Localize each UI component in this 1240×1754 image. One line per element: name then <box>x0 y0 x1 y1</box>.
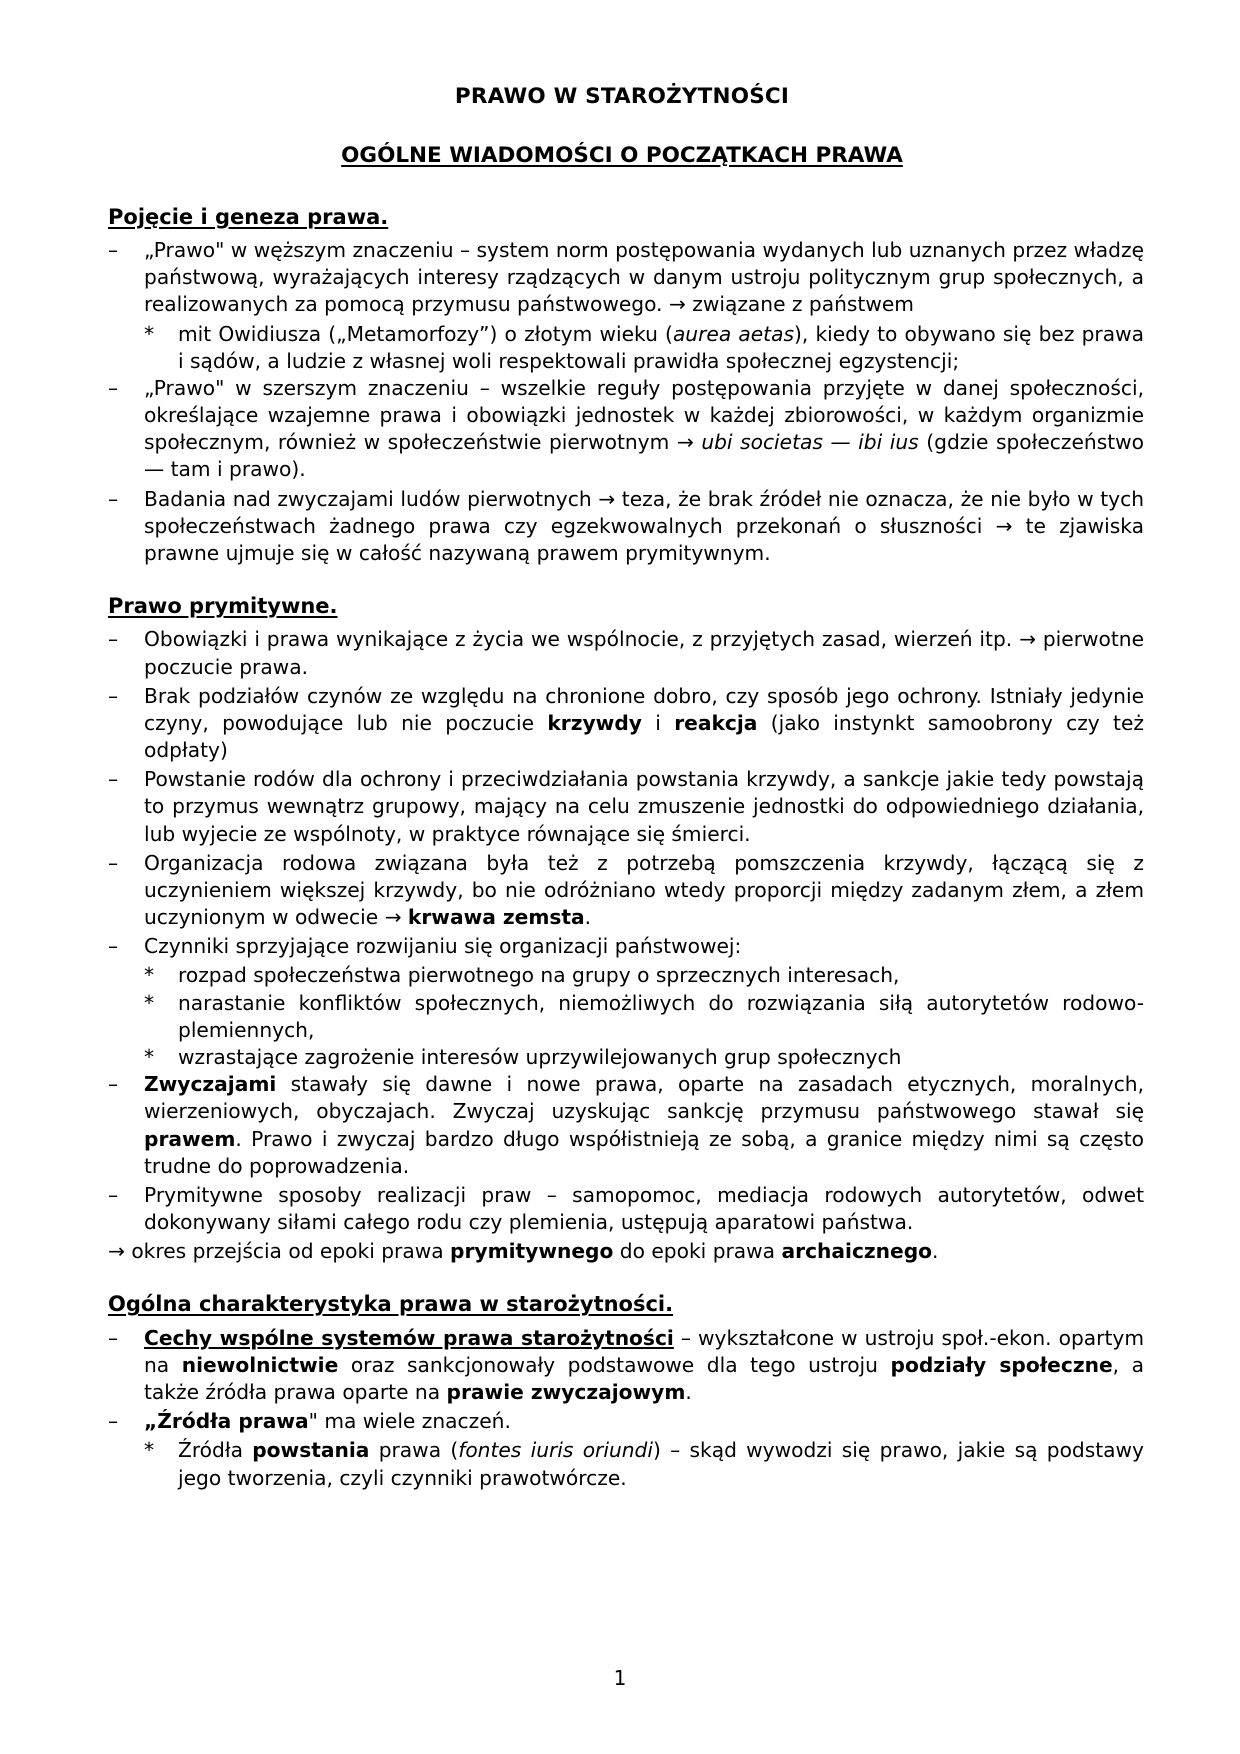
dash-bullet-icon: – <box>108 1325 119 1350</box>
text-run: mit Owidiusza („Metamorfozy”) o złotym wieku ( <box>178 321 673 346</box>
emphasis-bold: prawie zwyczajowym <box>446 1380 686 1404</box>
text-run: ), kiedy to obywano się bez prawa i sądów, a ludzie z własnej woli respektowali prawidła społecznej egzystencji; <box>178 321 1144 373</box>
text-run: → okres przejścia od epoki prawa <box>108 1239 451 1264</box>
text-run: Obowiązki i prawa wynikające z życia we wspólnocie, z przyjętych zasad, wierzeń itp. → pierwotne poczucie prawa. <box>144 627 1144 679</box>
dash-bullet-icon: – <box>108 683 119 708</box>
dash-bullet-icon: – <box>108 850 119 875</box>
dash-bullet-icon: – <box>108 1182 119 1207</box>
list-item <box>100 1325 1144 1407</box>
text-run: stawały się dawne i nowe prawa, oparte na zasadach etycznych, moralnych, wierzeniowych, obyczajach. Zwyczaj uzyskując sankcję przymusu państwowego stawał się <box>144 1072 1144 1124</box>
text-run: . <box>584 905 592 930</box>
text-run: (gdzie społeczeństwo — tam i prawo). <box>144 430 1144 482</box>
emphasis-italic: ubi societas — ibi ius <box>701 430 919 455</box>
sub-list-item <box>144 962 1144 989</box>
text-run: ) – skąd wywodzi się prawo, jakie są podstawy jego tworzenia, czyli czynniki prawotwórcze. <box>178 1438 1144 1490</box>
emphasis-bold: podziały społeczne <box>890 1352 1113 1377</box>
list-item <box>100 766 1144 848</box>
text-run: Prymitywne sposoby realizacji praw – samopomoc, mediacja rodowych autorytetów, odwet dokonywany siłami całego rodu czy plemienia, ustępują aparatowi państwa. <box>144 1182 1144 1235</box>
dash-bullet-icon: – <box>108 375 119 400</box>
dash-bullet-icon: – <box>108 627 119 652</box>
list-item <box>100 1071 1144 1180</box>
emphasis-bold: krzywdy <box>547 710 642 735</box>
text-run: narastanie konfliktów społecznych, niemożliwych do rozwiązania siłą autorytetów rodowo-plemiennych, <box>178 990 1144 1042</box>
sub-list-item <box>144 1437 1144 1491</box>
page-number: 1 <box>613 1666 627 1690</box>
asterisk-bullet-icon: * <box>144 321 155 346</box>
emphasis-bold: prymitywnego <box>450 1239 614 1264</box>
text-run: wzrastające zagrożenie interesów uprzywilejowanych grup społecznych <box>178 1044 902 1069</box>
text-run: Badania nad zwyczajami ludów pierwotnych → teza, że brak źródeł nie oznacza, że nie było w tych społeczeństwach żadnego prawa czy egzekwowalnych przekonań o słuszności → te zjawiska prawne ujmuje się w całość nazywaną prawem prymitywnym. <box>144 486 1144 565</box>
sub-list-item <box>144 1044 1144 1071</box>
asterisk-bullet-icon: * <box>144 990 155 1015</box>
text-run: i <box>641 710 675 735</box>
text-run: , a także źródła prawa oparte na <box>144 1352 1144 1404</box>
list-item <box>100 933 1144 960</box>
list-item <box>100 626 1144 680</box>
dash-bullet-icon: – <box>108 934 119 959</box>
section-heading: Prawo prymitywne. <box>108 594 338 619</box>
emphasis-bold: „Źródła prawa <box>144 1409 309 1434</box>
emphasis-underline: Cechy wspólne systemów prawa starożytności <box>144 1325 674 1350</box>
text-run: " ma wiele znaczeń. <box>308 1409 511 1434</box>
sub-list-item <box>144 990 1144 1044</box>
emphasis-bold: krwawa zemsta <box>407 905 585 930</box>
emphasis-bold: archaicznego <box>781 1239 933 1264</box>
text-run: oraz sankcjonowały podstawowe dla tego ustroju <box>338 1352 891 1377</box>
list-item <box>100 486 1144 568</box>
page-subtitle: OGÓLNE WIADOMOŚCI O POCZĄTKACH PRAWA <box>341 142 903 168</box>
document-body <box>100 204 1144 1492</box>
text-run: . Prawo i zwyczaj bardzo długo współistnieją ze sobą, a granice między nimi są często trudne do poprowadzenia. <box>144 1126 1144 1178</box>
list-item <box>100 375 1144 484</box>
list-item <box>100 237 1144 319</box>
text-run: prawa ( <box>369 1438 459 1463</box>
list-item <box>100 850 1144 932</box>
page-title: PRAWO W STAROŻYTNOŚCI <box>454 84 790 109</box>
emphasis-bold: prawem <box>144 1126 236 1151</box>
list-item <box>100 1182 1144 1236</box>
sub-list-item <box>144 321 1144 375</box>
emphasis-italic: fontes iuris oriundi <box>458 1438 653 1463</box>
text-run: Organizacja rodowa związana była też z potrzebą pomszczenia krzywdy, łączącą się z uczynieniem większej krzywdy, bo nie odróżniano wtedy proporcji między zadanym złem, a złem uczynionym w odwecie → <box>144 850 1144 930</box>
text-run: rozpad społeczeństwa pierwotnego na grupy o sprzecznych interesach, <box>178 963 900 988</box>
emphasis-bold: reakcja <box>674 710 758 735</box>
sub-list <box>144 1437 1144 1491</box>
asterisk-bullet-icon: * <box>144 1044 155 1069</box>
text-run: do epoki prawa <box>613 1239 782 1264</box>
bullet-list <box>100 1325 1144 1492</box>
arrow-summary-line <box>108 1238 1144 1265</box>
text-run: . <box>932 1239 939 1264</box>
emphasis-italic: aurea aetas <box>672 321 794 346</box>
dash-bullet-icon: – <box>108 767 119 792</box>
list-item <box>100 1408 1144 1435</box>
bullet-list <box>100 626 1144 1236</box>
text-run: Źródła <box>178 1438 253 1463</box>
text-run: Powstanie rodów dla ochrony i przeciwdziałania powstania krzywdy, a sankcje jakie tedy powstają to przymus wewnątrz grupowy, mający na celu zmuszenie jednostki do odpowiedniego działania, lub wyjecie ze wspólnoty, w praktyce równające się śmierci. <box>144 767 1144 846</box>
dash-bullet-icon: – <box>108 486 119 511</box>
text-run: Brak podziałów czynów ze względu na chronione dobro, czy sposób jego ochrony. Istniały jedynie czyny, powodujące lub nie poczucie <box>144 683 1144 735</box>
asterisk-bullet-icon: * <box>144 1438 155 1463</box>
text-run: (jako instynkt samoobrony czy też odpłaty) <box>144 710 1144 763</box>
text-run: „Prawo" w węższym znaczeniu – system norm postępowania wydanych lub uznanych przez władzę państwową, wyrażających interesy rządzących w danym ustroju politycznym grup społecznych, a realizowanych za pomocą przymusu państwowego. → związane z państwem <box>144 238 1144 317</box>
section-heading: Pojęcie i geneza prawa. <box>108 204 389 229</box>
sub-list <box>144 962 1144 1071</box>
emphasis-bold-underline <box>144 1326 674 1350</box>
sub-list <box>144 321 1144 375</box>
dash-bullet-icon: – <box>108 1072 119 1097</box>
emphasis-bold: powstania <box>252 1438 370 1463</box>
emphasis-bold: Zwyczajami <box>144 1072 277 1097</box>
dash-bullet-icon: – <box>108 238 119 263</box>
asterisk-bullet-icon: * <box>144 963 155 988</box>
dash-bullet-icon: – <box>108 1409 119 1434</box>
text-run: „Prawo" w szerszym znaczeniu – wszelkie reguły postępowania przyjęte w danej społeczności, określające wzajemne prawa i obowiązki jednostek w każdej zbiorowości, w każdym organizmie społecznym, również w społeczeństwie pierwotnym → <box>144 375 1144 455</box>
emphasis-bold: niewolnictwie <box>181 1352 339 1377</box>
text-run: – wykształcone w ustroju społ.-ekon. opartym na <box>144 1325 1144 1377</box>
text-run: . <box>685 1380 692 1404</box>
text-run: Czynniki sprzyjające rozwijaniu się organizacji państwowej: <box>144 934 742 959</box>
list-item <box>100 683 1144 765</box>
bullet-list <box>100 237 1144 567</box>
section-heading: Ogólna charakterystyka prawa w starożytności. <box>108 1292 674 1317</box>
